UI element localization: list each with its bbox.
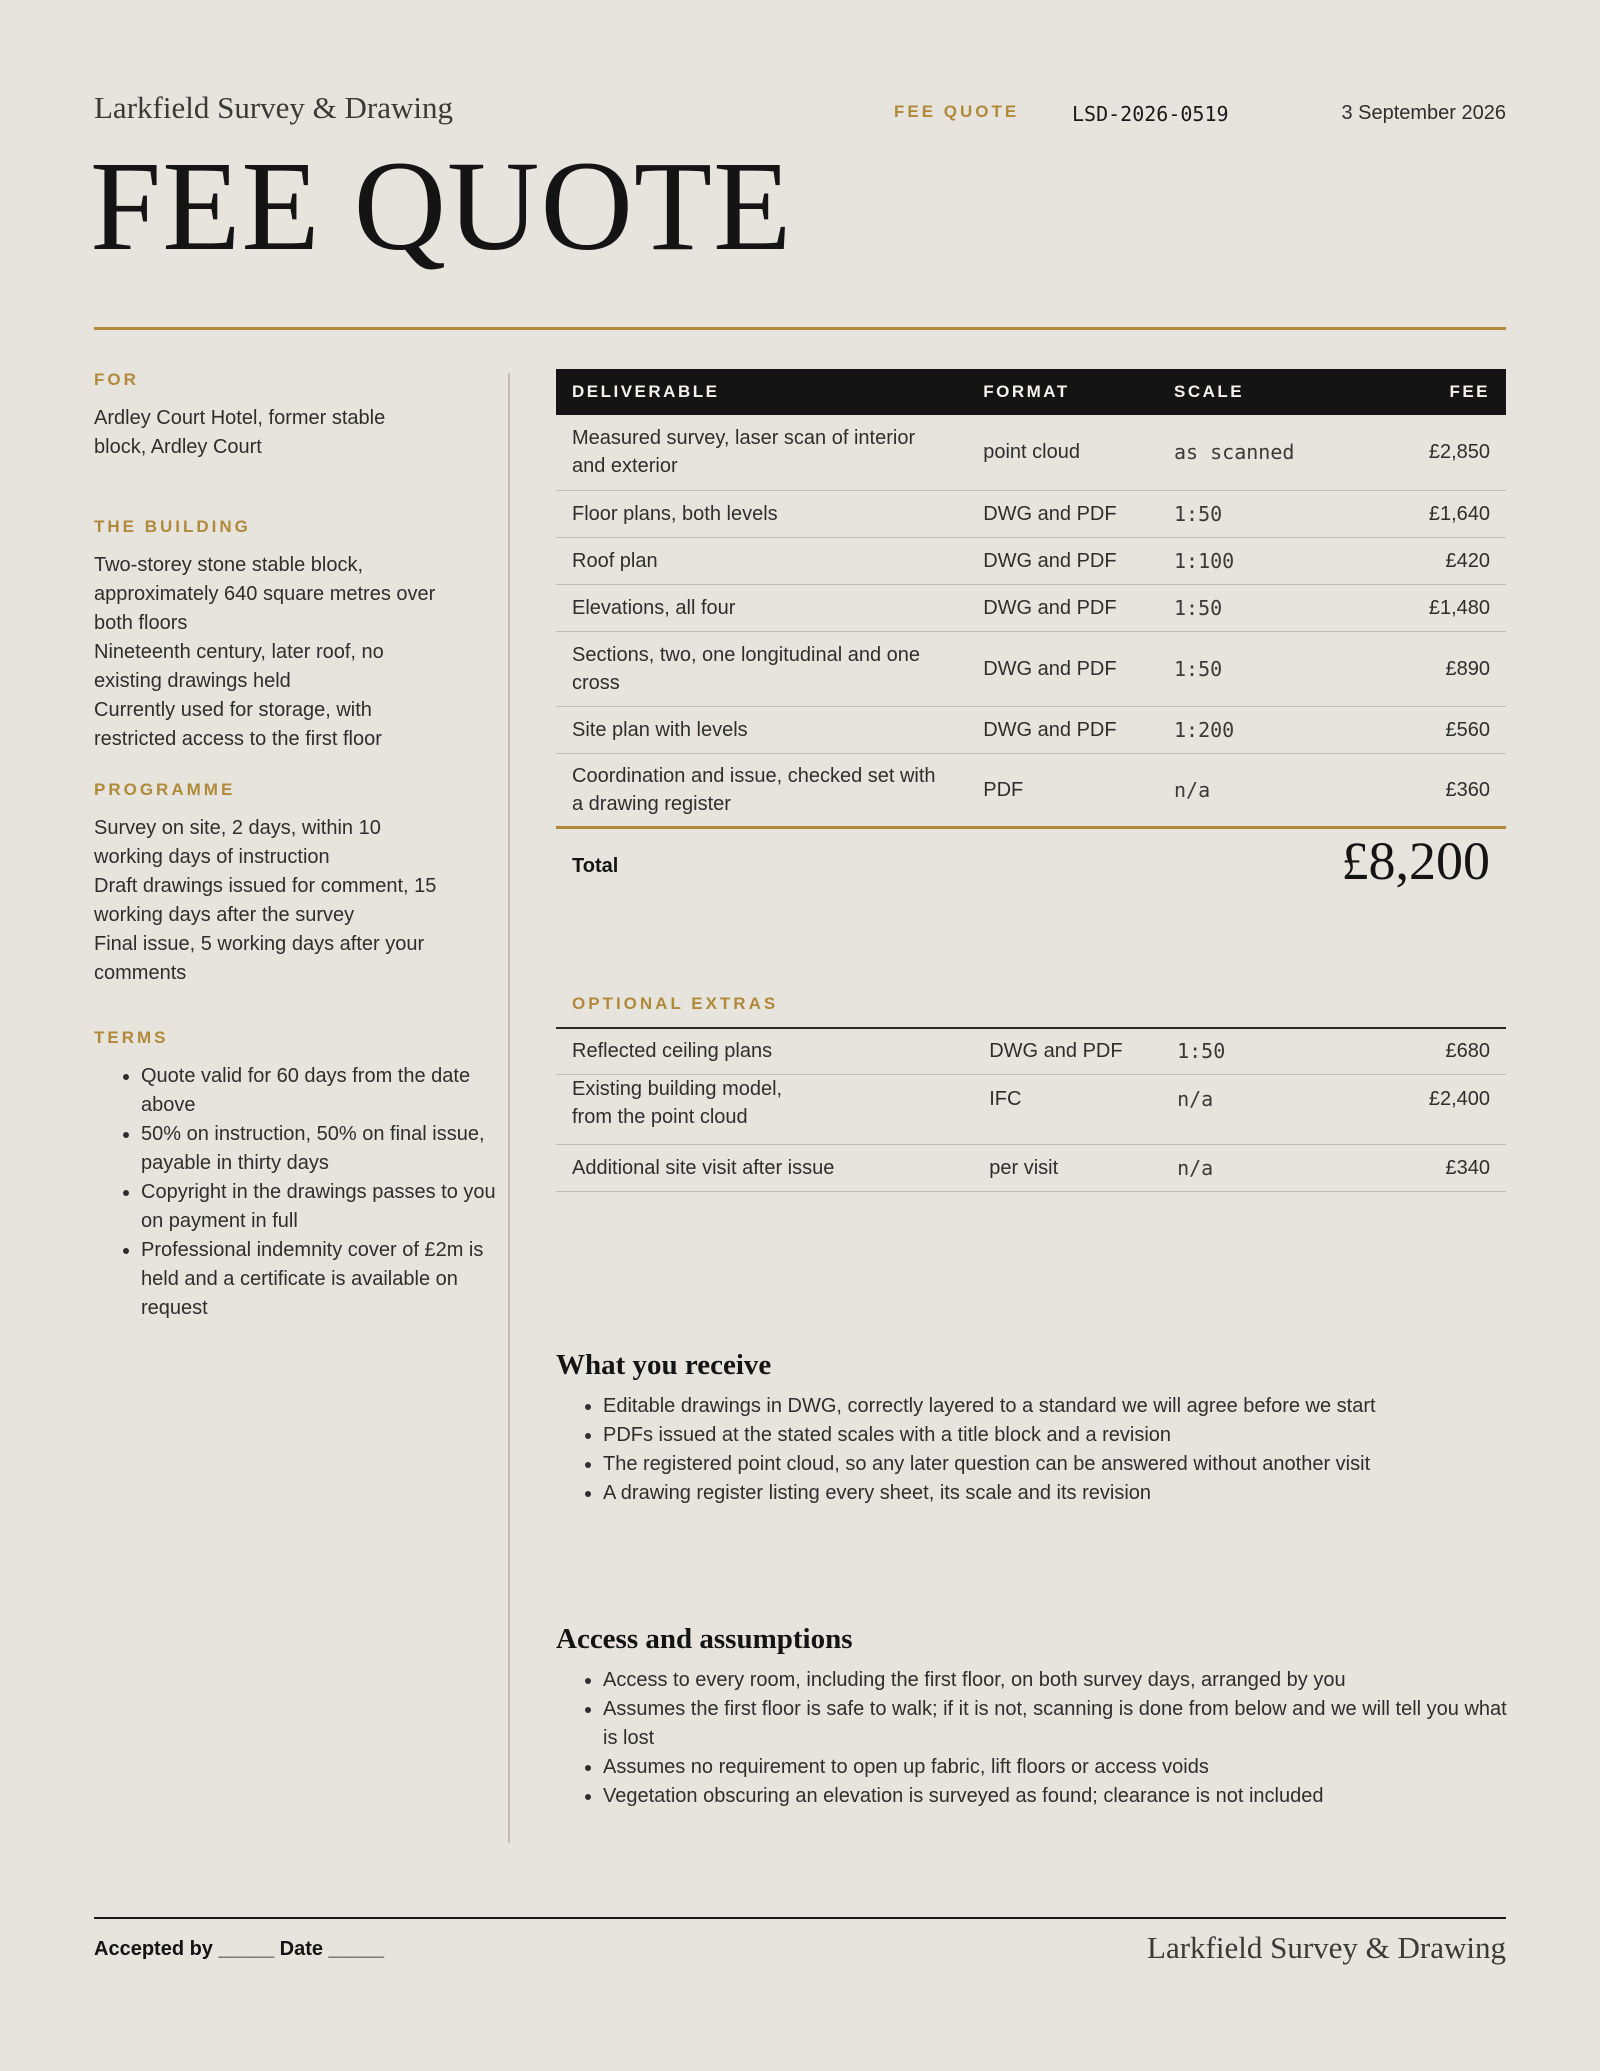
fee-cell: £360 [1445, 779, 1490, 802]
list-item: • Access to every room, including the first floor, on both survey days, arranged by you [603, 1666, 1516, 1695]
scale-cell: as scanned [1158, 415, 1349, 490]
programme-description [94, 814, 504, 988]
deliverable-cell: Site plan with levels [556, 706, 967, 753]
list-item: • A drawing register listing every sheet, its scale and its revision [603, 1479, 1516, 1508]
deliverable-cell: Sections, two, one longitudinal and one cross [556, 631, 967, 706]
quote-reference: LSD-2026-0519 [1072, 102, 1229, 126]
programme-line: working days of instruction [94, 846, 330, 868]
programme-line: Survey on site, 2 days, within 10 [94, 817, 381, 839]
access-heading: Access and assumptions [556, 1623, 853, 1655]
deliverable-cell: Additional site visit after issue [556, 1144, 973, 1191]
receive-section [556, 1349, 1516, 1508]
programme-line: Draft drawings issued for comment, 15 [94, 875, 437, 897]
fee-cell: £340 [1349, 1144, 1506, 1191]
page-title: FEE QUOTE [90, 135, 793, 277]
client-line: block, Ardley Court [94, 436, 262, 458]
access-section [556, 1623, 1516, 1811]
client-details-column [94, 370, 504, 1323]
terms-item: • 50% on instruction, 50% on final issue, payable in thirty days [141, 1120, 501, 1178]
client-name [94, 404, 504, 462]
total-label: Total [572, 855, 619, 877]
building-line: Currently used for storage, with [94, 699, 372, 721]
table-row [556, 1144, 1506, 1191]
deliverable-cell: Reflected ceiling plans [556, 1028, 973, 1074]
header-deliverable: DELIVERABLE [556, 369, 967, 415]
list-item: • Assumes no requirement to open up fabric, lift floors or access voids [603, 1753, 1516, 1782]
scale-cell: 1:100 [1158, 537, 1349, 584]
deliverable-cell: Roof plan [556, 537, 967, 584]
terms-item: • Quote valid for 60 days from the date above [141, 1062, 501, 1120]
fee-cell: £680 [1349, 1028, 1506, 1074]
building-line: existing drawings held [94, 670, 291, 692]
document-type-label: FEE QUOTE [894, 102, 1020, 121]
format-cell: IFC [973, 1074, 1161, 1144]
scale-cell: 1:50 [1161, 1028, 1349, 1074]
format-cell: per visit [973, 1144, 1161, 1191]
fee-cell: £2,850 [1349, 415, 1506, 490]
format-cell: DWG and PDF [967, 537, 1158, 584]
scale-cell: 1:50 [1158, 631, 1349, 706]
table-row [556, 631, 1506, 706]
deliverable-cell: Measured survey, laser scan of interior and exterior [556, 415, 967, 490]
building-line: Two-storey stone stable block, [94, 554, 364, 576]
programme-line: working days after the survey [94, 904, 355, 926]
fee-table-header [556, 369, 1506, 415]
table-row [556, 415, 1506, 490]
access-list [556, 1666, 1516, 1811]
quote-page [90, 0, 1507, 2071]
fee-cell: £420 [1349, 537, 1506, 584]
table-row [556, 584, 1506, 631]
fee-cell: £1,640 [1349, 490, 1506, 537]
firm-name: Larkfield Survey & Drawing [94, 90, 453, 125]
list-item: • Editable drawings in DWG, correctly layered to a standard we will agree before we start [603, 1392, 1516, 1421]
building-heading: THE BUILDING [94, 517, 251, 536]
format-cell: DWG and PDF [967, 631, 1158, 706]
building-line: restricted access to the first floor [94, 728, 382, 750]
deliverable-cell: Coordination and issue, checked set with a drawing register [572, 765, 936, 816]
scale-cell: 1:200 [1158, 706, 1349, 753]
deliverable-cell: Existing building model, from the point cloud [556, 1074, 973, 1144]
optional-extras-table [556, 1027, 1506, 1192]
format-cell: DWG and PDF [973, 1028, 1161, 1074]
client-line: Ardley Court Hotel, former stable [94, 407, 386, 429]
fee-cell: £1,480 [1349, 584, 1506, 631]
table-row [556, 537, 1506, 584]
acceptance-line: Accepted by _____ Date _____ [94, 1938, 385, 1960]
terms-list [94, 1062, 501, 1323]
format-cell: point cloud [967, 415, 1158, 490]
building-description [94, 551, 504, 754]
format-cell: DWG and PDF [967, 490, 1158, 537]
receive-heading: What you receive [556, 1349, 772, 1381]
list-item: • PDFs issued at the stated scales with a title block and a revision [603, 1421, 1516, 1450]
header-divider [94, 327, 1506, 330]
format-cell: DWG and PDF [967, 706, 1158, 753]
column-divider [508, 373, 510, 1843]
header-scale: SCALE [1158, 369, 1349, 415]
programme-heading: PROGRAMME [94, 780, 236, 799]
list-item: • The registered point cloud, so any later question can be answered without another visit [603, 1450, 1516, 1479]
building-line: both floors [94, 612, 188, 634]
optional-extras-heading: OPTIONAL EXTRAS [572, 994, 779, 1013]
building-line: approximately 640 square metres over [94, 583, 436, 605]
quote-date: 3 September 2026 [1341, 102, 1506, 124]
fee-cell: £2,400 [1349, 1074, 1506, 1144]
table-row [556, 490, 1506, 537]
footer-divider [94, 1917, 1506, 1919]
header-format: FORMAT [967, 369, 1158, 415]
table-row [556, 1028, 1506, 1074]
fee-cell: £560 [1349, 706, 1506, 753]
terms-item: • Professional indemnity cover of £2m is held and a certificate is available on request [141, 1236, 501, 1323]
table-row [556, 1074, 1506, 1144]
terms-item: • Copyright in the drawings passes to you on payment in full [141, 1178, 501, 1236]
scale-cell: n/a [1174, 778, 1211, 803]
programme-line: comments [94, 962, 187, 984]
terms-heading: TERMS [94, 1028, 169, 1047]
scale-cell: 1:50 [1158, 584, 1349, 631]
fee-cell: £890 [1349, 631, 1506, 706]
table-row [556, 706, 1506, 753]
deliverable-cell: Elevations, all four [556, 584, 967, 631]
fee-table [556, 369, 1506, 827]
building-line: Nineteenth century, later roof, no [94, 641, 384, 663]
format-cell: DWG and PDF [967, 584, 1158, 631]
scale-cell: 1:50 [1158, 490, 1349, 537]
format-cell: PDF [983, 779, 1024, 802]
total-value: £8,200 [1341, 831, 1490, 891]
total-divider [556, 826, 1506, 829]
programme-line: Final issue, 5 working days after your [94, 933, 425, 955]
for-heading: FOR [94, 370, 139, 389]
scale-cell: n/a [1161, 1144, 1349, 1191]
footer-firm-name: Larkfield Survey & Drawing [1147, 1930, 1506, 1965]
deliverable-cell: Floor plans, both levels [556, 490, 967, 537]
header-fee: FEE [1349, 369, 1506, 415]
scale-cell: n/a [1161, 1074, 1349, 1144]
list-item: • Vegetation obscuring an elevation is surveyed as found; clearance is not included [603, 1782, 1516, 1811]
table-row [556, 753, 1506, 827]
receive-list [556, 1392, 1516, 1508]
list-item: • Assumes the first floor is safe to walk; if it is not, scanning is done from below and we will tell you what is lost [603, 1695, 1516, 1753]
